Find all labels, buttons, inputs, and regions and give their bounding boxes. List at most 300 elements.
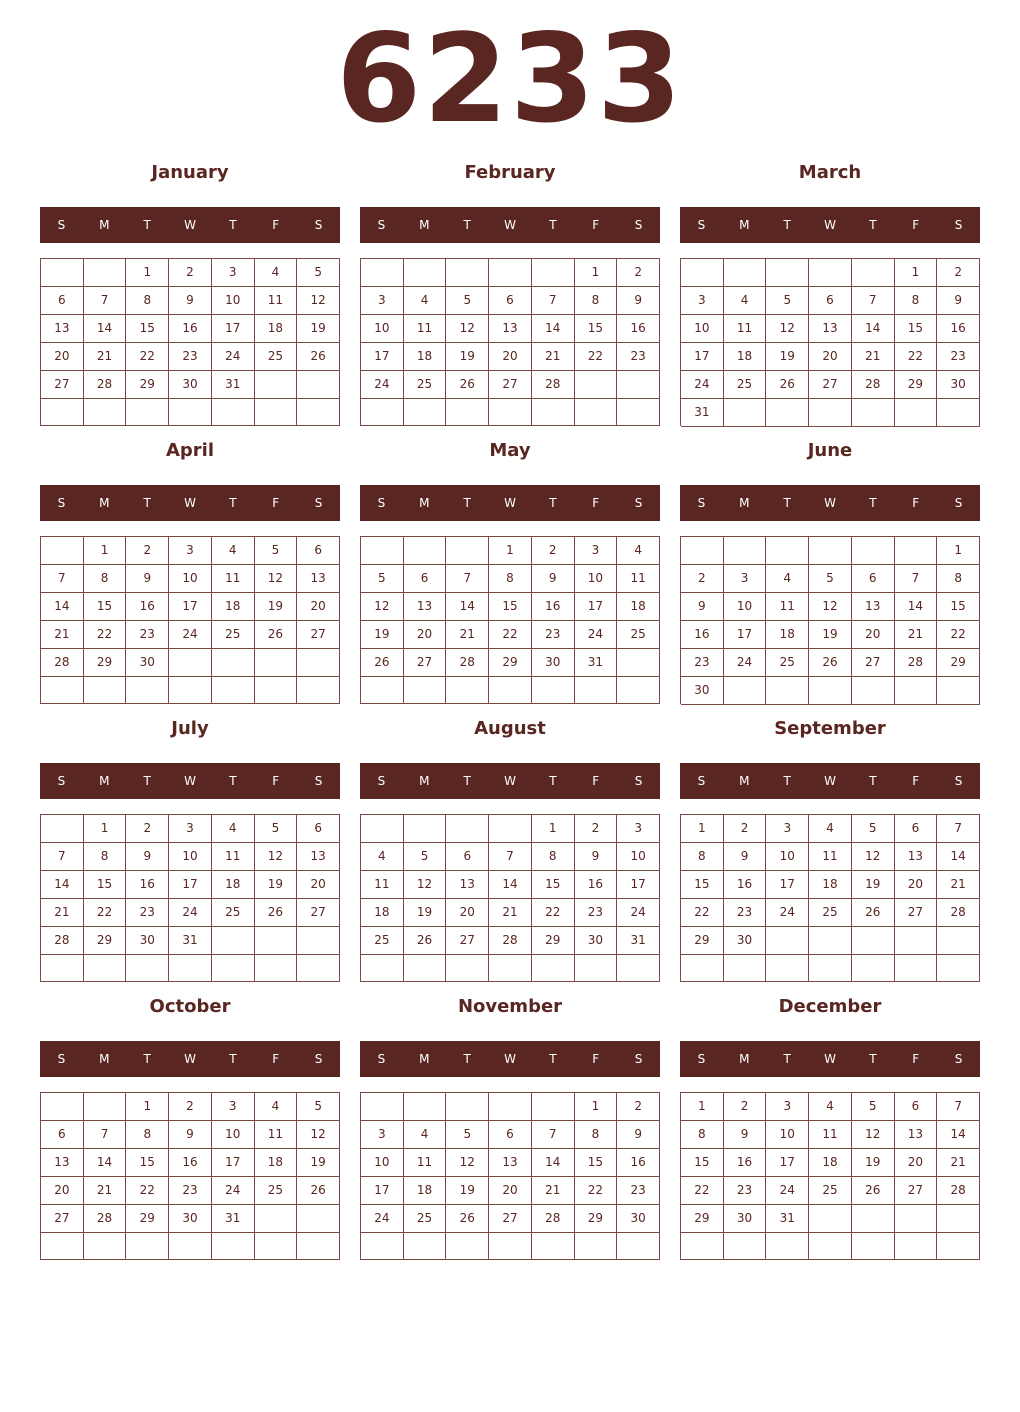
- day-cell: 29: [489, 649, 532, 677]
- empty-cell: [852, 1233, 895, 1260]
- weekday-label: S: [634, 496, 643, 510]
- day-cell: 26: [404, 927, 447, 955]
- day-cell: 29: [126, 371, 169, 399]
- day-cell: 12: [852, 1121, 895, 1149]
- day-cell: 21: [489, 899, 532, 927]
- day-cell: 19: [766, 343, 809, 371]
- day-cell: 31: [169, 927, 212, 955]
- day-cell: 15: [575, 1149, 618, 1177]
- day-cell: 14: [937, 1121, 980, 1149]
- day-cell: 31: [575, 649, 618, 677]
- day-cell: 30: [169, 1205, 212, 1233]
- empty-cell: [446, 1233, 489, 1260]
- day-cell: 11: [404, 315, 447, 343]
- day-cell: 8: [575, 287, 618, 315]
- month-december: [680, 834, 980, 1225]
- day-cell: 22: [895, 343, 938, 371]
- day-cell: 12: [255, 843, 298, 871]
- day-cell: 8: [681, 1121, 724, 1149]
- day-cell: 23: [575, 899, 618, 927]
- day-cell: 1: [681, 815, 724, 843]
- day-cell: 1: [126, 259, 169, 287]
- day-cell: 4: [404, 1121, 447, 1149]
- day-cell: 27: [41, 371, 84, 399]
- day-cell: 30: [681, 677, 724, 705]
- day-cell: 27: [852, 649, 895, 677]
- day-cell: 3: [681, 287, 724, 315]
- day-cell: 11: [766, 593, 809, 621]
- weekday-label: T: [783, 218, 791, 232]
- day-cell: 3: [212, 1093, 255, 1121]
- month-november: [360, 834, 660, 1225]
- day-cell: 9: [169, 1121, 212, 1149]
- day-cell: 21: [84, 1177, 127, 1205]
- day-cell: 3: [617, 815, 660, 843]
- weekday-label: M: [99, 1052, 110, 1066]
- empty-cell: [617, 1233, 660, 1260]
- day-cell: 28: [41, 927, 84, 955]
- day-cell: 31: [766, 1205, 809, 1233]
- day-cell: 6: [297, 537, 340, 565]
- day-cell: 23: [126, 899, 169, 927]
- day-cell: 23: [617, 343, 660, 371]
- day-cell: 15: [84, 871, 127, 899]
- weekday-label: F: [912, 496, 920, 510]
- year-title: 6233: [336, 8, 684, 150]
- month-name: June: [807, 440, 853, 461]
- weekday-label: M: [739, 496, 750, 510]
- day-cell: 8: [532, 843, 575, 871]
- day-cell: 24: [724, 649, 767, 677]
- weekday-label: T: [549, 774, 557, 788]
- weekday-label: W: [504, 774, 516, 788]
- day-cell: 24: [169, 621, 212, 649]
- weekday-label: M: [739, 218, 750, 232]
- day-cell: 28: [84, 1205, 127, 1233]
- day-cell: 22: [575, 343, 618, 371]
- day-cell: 23: [532, 621, 575, 649]
- day-cell: 21: [446, 621, 489, 649]
- weekday-label: W: [504, 218, 516, 232]
- day-cell: 9: [126, 843, 169, 871]
- day-cell: 21: [532, 343, 575, 371]
- day-cell: 4: [212, 537, 255, 565]
- day-cell: 18: [255, 315, 298, 343]
- day-cell: 6: [41, 287, 84, 315]
- day-cell: 14: [895, 593, 938, 621]
- day-cell: 1: [84, 815, 127, 843]
- day-cell: 3: [169, 815, 212, 843]
- day-cell: 16: [681, 621, 724, 649]
- day-cell: 11: [404, 1149, 447, 1177]
- day-cell: 13: [297, 843, 340, 871]
- day-cell: 25: [255, 343, 298, 371]
- day-cell: 25: [361, 927, 404, 955]
- day-cell: 1: [532, 815, 575, 843]
- day-cell: 30: [575, 927, 618, 955]
- weekday-label: S: [377, 774, 386, 788]
- empty-cell: [169, 1233, 212, 1260]
- weekday-header: [360, 1041, 660, 1077]
- weekday-label: S: [954, 774, 963, 788]
- day-cell: 29: [895, 371, 938, 399]
- day-cell: 26: [446, 1205, 489, 1233]
- day-cell: 30: [724, 927, 767, 955]
- day-cell: 18: [724, 343, 767, 371]
- day-cell: 5: [361, 565, 404, 593]
- weekday-label: F: [272, 774, 280, 788]
- day-grid: [680, 1092, 980, 1260]
- day-cell: 9: [617, 1121, 660, 1149]
- day-cell: 3: [724, 565, 767, 593]
- day-cell: 17: [617, 871, 660, 899]
- day-cell: 28: [41, 649, 84, 677]
- empty-cell: [41, 1233, 84, 1260]
- empty-cell: [361, 1233, 404, 1260]
- day-cell: 5: [809, 565, 852, 593]
- day-cell: 19: [446, 343, 489, 371]
- weekday-label: S: [57, 218, 66, 232]
- weekday-label: W: [824, 218, 836, 232]
- empty-cell: [212, 1233, 255, 1260]
- day-cell: 17: [169, 871, 212, 899]
- day-cell: 14: [446, 593, 489, 621]
- day-cell: 5: [446, 287, 489, 315]
- weekday-label: W: [184, 774, 196, 788]
- day-cell: 8: [895, 287, 938, 315]
- month-february: [360, 0, 660, 391]
- weekday-label: F: [912, 1052, 920, 1066]
- day-cell: 25: [809, 1177, 852, 1205]
- day-cell: 17: [361, 1177, 404, 1205]
- weekday-label: T: [229, 774, 237, 788]
- weekday-label: T: [783, 496, 791, 510]
- day-cell: 30: [126, 927, 169, 955]
- day-cell: 19: [255, 871, 298, 899]
- day-cell: 19: [404, 899, 447, 927]
- empty-cell: [575, 1233, 618, 1260]
- day-cell: 16: [126, 871, 169, 899]
- day-cell: 19: [852, 1149, 895, 1177]
- day-cell: 19: [446, 1177, 489, 1205]
- day-cell: 29: [532, 927, 575, 955]
- empty-cell: [766, 1233, 809, 1260]
- weekday-label: F: [592, 496, 600, 510]
- weekday-label: S: [314, 1052, 323, 1066]
- day-cell: 10: [766, 843, 809, 871]
- weekday-header: [40, 485, 340, 521]
- day-cell: 13: [809, 315, 852, 343]
- day-cell: 19: [361, 621, 404, 649]
- empty-cell: [809, 1233, 852, 1260]
- day-cell: 16: [126, 593, 169, 621]
- day-cell: 15: [937, 593, 980, 621]
- day-cell: 28: [489, 927, 532, 955]
- empty-cell: [446, 1093, 489, 1121]
- day-cell: 9: [681, 593, 724, 621]
- weekday-label: T: [869, 774, 877, 788]
- day-cell: 15: [681, 1149, 724, 1177]
- day-cell: 20: [489, 343, 532, 371]
- weekday-label: S: [314, 774, 323, 788]
- day-cell: 29: [126, 1205, 169, 1233]
- empty-cell: [41, 1093, 84, 1121]
- weekday-label: W: [504, 1052, 516, 1066]
- day-cell: 13: [41, 315, 84, 343]
- day-cell: 7: [84, 1121, 127, 1149]
- day-cell: 5: [404, 843, 447, 871]
- day-cell: 14: [852, 315, 895, 343]
- day-cell: 13: [41, 1149, 84, 1177]
- day-cell: 7: [489, 843, 532, 871]
- day-cell: 4: [255, 1093, 298, 1121]
- weekday-label: F: [912, 774, 920, 788]
- day-cell: 4: [617, 537, 660, 565]
- weekday-label: F: [272, 1052, 280, 1066]
- day-cell: 17: [575, 593, 618, 621]
- day-cell: 22: [532, 899, 575, 927]
- day-cell: 15: [489, 593, 532, 621]
- day-cell: 14: [84, 315, 127, 343]
- day-cell: 27: [446, 927, 489, 955]
- day-cell: 13: [895, 1121, 938, 1149]
- day-cell: 15: [532, 871, 575, 899]
- weekday-label: T: [869, 218, 877, 232]
- day-cell: 24: [361, 371, 404, 399]
- day-cell: 1: [895, 259, 938, 287]
- empty-cell: [297, 1233, 340, 1260]
- weekday-label: S: [697, 496, 706, 510]
- month-july: [40, 556, 340, 947]
- weekday-label: S: [57, 1052, 66, 1066]
- weekday-label: S: [57, 496, 66, 510]
- day-cell: 11: [617, 565, 660, 593]
- day-cell: 28: [937, 899, 980, 927]
- day-cell: 11: [255, 1121, 298, 1149]
- day-cell: 22: [84, 621, 127, 649]
- day-cell: 18: [212, 593, 255, 621]
- day-cell: 15: [895, 315, 938, 343]
- weekday-label: S: [314, 496, 323, 510]
- day-cell: 12: [809, 593, 852, 621]
- day-cell: 7: [532, 1121, 575, 1149]
- empty-cell: [852, 1205, 895, 1233]
- day-cell: 27: [895, 1177, 938, 1205]
- day-cell: 8: [126, 287, 169, 315]
- empty-cell: [532, 1093, 575, 1121]
- weekday-label: T: [869, 496, 877, 510]
- day-cell: 15: [126, 1149, 169, 1177]
- day-cell: 27: [489, 1205, 532, 1233]
- weekday-label: T: [549, 496, 557, 510]
- day-cell: 7: [937, 1093, 980, 1121]
- day-cell: 16: [937, 315, 980, 343]
- day-cell: 2: [169, 259, 212, 287]
- day-cell: 18: [766, 621, 809, 649]
- day-cell: 4: [809, 1093, 852, 1121]
- day-cell: 12: [361, 593, 404, 621]
- weekday-label: T: [229, 1052, 237, 1066]
- weekday-label: T: [549, 218, 557, 232]
- day-cell: 26: [297, 1177, 340, 1205]
- day-cell: 24: [766, 899, 809, 927]
- day-cell: 25: [724, 371, 767, 399]
- weekday-label: T: [143, 218, 151, 232]
- day-cell: 19: [809, 621, 852, 649]
- day-cell: 7: [41, 565, 84, 593]
- day-cell: 31: [212, 1205, 255, 1233]
- day-cell: 1: [84, 537, 127, 565]
- day-grid: [360, 1092, 660, 1260]
- day-cell: 29: [937, 649, 980, 677]
- empty-cell: [84, 1233, 127, 1260]
- day-cell: 11: [724, 315, 767, 343]
- day-cell: 2: [617, 1093, 660, 1121]
- day-cell: 17: [766, 871, 809, 899]
- day-cell: 27: [809, 371, 852, 399]
- day-cell: 27: [895, 899, 938, 927]
- weekday-label: M: [99, 496, 110, 510]
- day-cell: 18: [809, 871, 852, 899]
- day-cell: 17: [169, 593, 212, 621]
- day-cell: 24: [169, 899, 212, 927]
- day-grid: [40, 1092, 340, 1260]
- day-cell: 23: [724, 899, 767, 927]
- weekday-label: W: [824, 496, 836, 510]
- day-cell: 7: [937, 815, 980, 843]
- day-cell: 3: [766, 815, 809, 843]
- day-cell: 14: [532, 315, 575, 343]
- day-cell: 8: [681, 843, 724, 871]
- day-cell: 11: [255, 287, 298, 315]
- day-cell: 6: [489, 287, 532, 315]
- day-cell: 4: [724, 287, 767, 315]
- weekday-header: [680, 1041, 980, 1077]
- day-cell: 4: [212, 815, 255, 843]
- day-cell: 18: [809, 1149, 852, 1177]
- day-cell: 22: [575, 1177, 618, 1205]
- weekday-label: S: [314, 218, 323, 232]
- month-august: [360, 556, 660, 947]
- month-name: May: [489, 440, 531, 461]
- day-cell: 9: [126, 565, 169, 593]
- weekday-label: S: [697, 1052, 706, 1066]
- day-cell: 5: [852, 815, 895, 843]
- day-cell: 23: [724, 1177, 767, 1205]
- month-january: [40, 0, 340, 391]
- day-cell: 31: [212, 371, 255, 399]
- day-cell: 13: [895, 843, 938, 871]
- day-cell: 5: [446, 1121, 489, 1149]
- day-cell: 6: [895, 1093, 938, 1121]
- empty-cell: [809, 1205, 852, 1233]
- empty-cell: [404, 1233, 447, 1260]
- empty-cell: [937, 1205, 980, 1233]
- weekday-label: F: [592, 774, 600, 788]
- day-cell: 19: [255, 593, 298, 621]
- day-cell: 1: [575, 1093, 618, 1121]
- day-cell: 10: [212, 1121, 255, 1149]
- empty-cell: [255, 1233, 298, 1260]
- day-cell: 29: [681, 1205, 724, 1233]
- day-cell: 20: [446, 899, 489, 927]
- day-cell: 1: [575, 259, 618, 287]
- day-cell: 25: [212, 899, 255, 927]
- weekday-label: F: [272, 496, 280, 510]
- day-cell: 16: [617, 315, 660, 343]
- empty-cell: [489, 1093, 532, 1121]
- day-cell: 20: [809, 343, 852, 371]
- day-cell: 7: [446, 565, 489, 593]
- weekday-label: F: [912, 218, 920, 232]
- day-cell: 27: [297, 621, 340, 649]
- day-cell: 5: [297, 259, 340, 287]
- day-cell: 2: [724, 1093, 767, 1121]
- day-cell: 2: [126, 815, 169, 843]
- weekday-label: F: [592, 218, 600, 232]
- month-june: [680, 278, 980, 697]
- weekday-label: W: [504, 496, 516, 510]
- day-cell: 21: [41, 621, 84, 649]
- day-cell: 2: [724, 815, 767, 843]
- empty-cell: [84, 1093, 127, 1121]
- day-cell: 26: [852, 899, 895, 927]
- day-cell: 10: [766, 1121, 809, 1149]
- day-cell: 3: [169, 537, 212, 565]
- day-cell: 26: [852, 1177, 895, 1205]
- weekday-label: W: [824, 774, 836, 788]
- day-cell: 4: [404, 287, 447, 315]
- day-cell: 21: [937, 871, 980, 899]
- day-cell: 3: [766, 1093, 809, 1121]
- day-cell: 27: [41, 1205, 84, 1233]
- day-cell: 16: [724, 1149, 767, 1177]
- day-cell: 17: [681, 343, 724, 371]
- day-cell: 7: [852, 287, 895, 315]
- day-cell: 23: [169, 1177, 212, 1205]
- weekday-header: [680, 207, 980, 243]
- day-cell: 2: [617, 259, 660, 287]
- day-cell: 10: [617, 843, 660, 871]
- day-cell: 24: [212, 343, 255, 371]
- day-cell: 5: [766, 287, 809, 315]
- empty-cell: [361, 1093, 404, 1121]
- day-cell: 18: [404, 1177, 447, 1205]
- day-cell: 1: [126, 1093, 169, 1121]
- weekday-label: S: [634, 1052, 643, 1066]
- day-cell: 24: [681, 371, 724, 399]
- day-cell: 29: [84, 649, 127, 677]
- day-cell: 6: [489, 1121, 532, 1149]
- day-cell: 13: [489, 315, 532, 343]
- day-cell: 26: [297, 343, 340, 371]
- day-cell: 8: [84, 843, 127, 871]
- month-march: [680, 0, 980, 419]
- day-cell: 26: [361, 649, 404, 677]
- empty-cell: [895, 1205, 938, 1233]
- weekday-label: T: [143, 496, 151, 510]
- month-name: November: [457, 996, 563, 1017]
- day-cell: 30: [617, 1205, 660, 1233]
- weekday-label: T: [463, 218, 471, 232]
- day-cell: 25: [255, 1177, 298, 1205]
- day-cell: 25: [766, 649, 809, 677]
- day-cell: 15: [681, 871, 724, 899]
- day-cell: 13: [446, 871, 489, 899]
- day-cell: 17: [212, 315, 255, 343]
- empty-cell: [895, 1233, 938, 1260]
- day-cell: 8: [489, 565, 532, 593]
